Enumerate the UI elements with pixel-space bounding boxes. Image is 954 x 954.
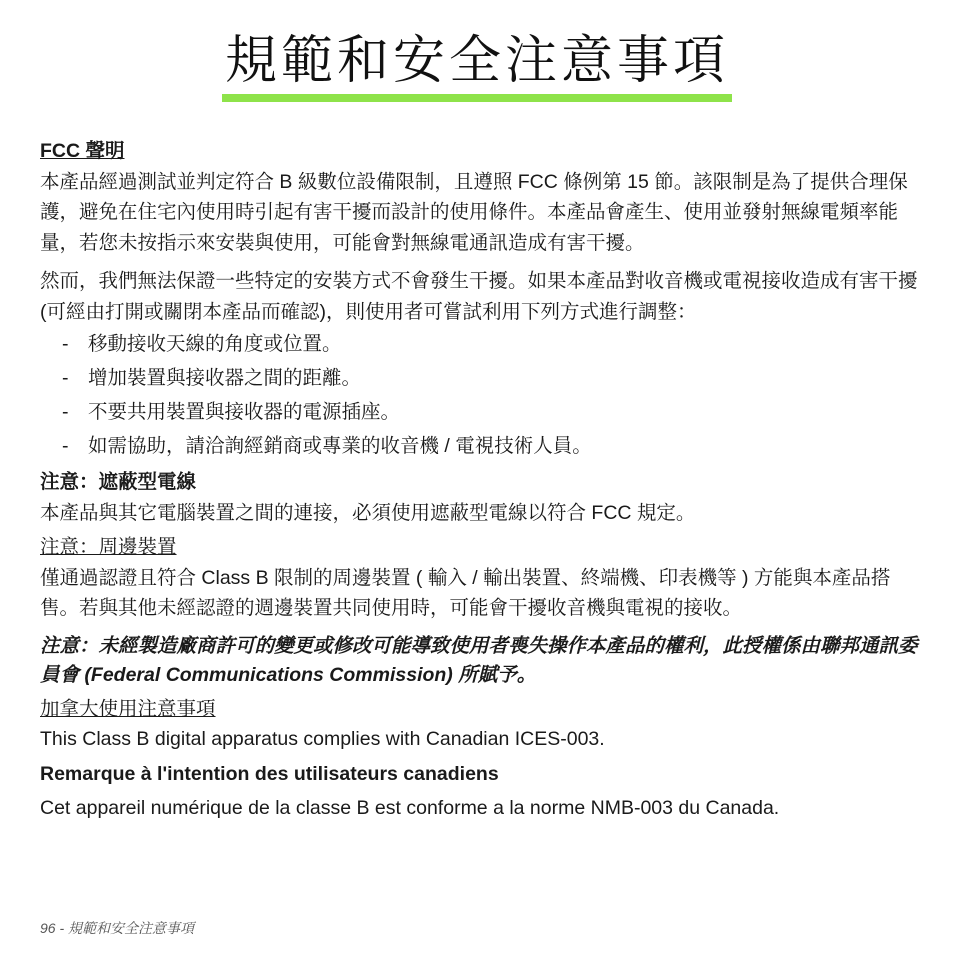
shielded-cable-text: 本產品與其它電腦裝置之間的連接，必須使用遮蔽型電線以符合 FCC 規定。 [40,501,696,524]
page-footer: 96 - 規範和安全注意事項 [40,920,195,936]
dash-bullet: - [62,367,69,389]
title-underline-bar [222,94,732,102]
list-item-text: 移動接收天線的角度或位置。 [88,333,342,355]
canada-text: This Class B digital apparatus complies with Canadian ICES-003. [40,728,605,750]
fcc-paragraph-2: 然而，我們無法保證一些特定的安裝方式不會發生干擾。如果本產品對收音機或電視接收造成有害干擾 (可經由打開或關閉本產品而確認)，則使用者可嘗試利用下列方式進行調整： [40,270,918,323]
list-item [40,361,918,395]
main-content [40,136,918,824]
fcc-paragraph-1: 本產品經過測試並判定符合 B 級數位設備限制，且遵照 FCC 條例第 15 節。該限制是為了提供合理保護，避免在住宅內使用時引起有害干擾而設計的使用條件。本產品會產生、使用並發射無線電頻率能量，若您未按指示來安裝與使用，可能會對無線電通訊造成有害干擾。 [40,170,908,254]
page-title: 規範和安全注意事項 [224,32,729,90]
fcc-heading: FCC 聲明 [40,140,125,162]
dash-bullet: - [62,435,69,457]
list-item-text: 如需協助，請洽詢經銷商或專業的收音機 / 電視技術人員。 [88,435,592,457]
remarque-text: Cet appareil numérique de la classe B est conforme a la norme NMB-003 du Canada. [40,797,780,819]
list-item [40,429,918,463]
dash-bullet: - [62,401,69,423]
list-item [40,327,918,361]
list-item [40,395,918,429]
list-item-text: 不要共用裝置與接收器的電源插座。 [88,401,401,423]
shielded-cable-heading: 注意：遮蔽型電線 [40,471,197,493]
fcc-remedy-list [40,327,918,463]
dash-bullet: - [62,333,69,355]
modification-warning: 注意：未經製造廠商許可的變更或修改可能導致使用者喪失操作本產品的權利，此授權係由聯邦通訊委員會 (Federal Communications Commission) 所賦予。 [40,634,918,686]
remarque-heading: Remarque à l'intention des utilisateurs canadiens [40,762,499,785]
canada-heading: 加拿大使用注意事項 [40,697,216,720]
peripheral-heading: 注意：周邊裝置 [40,536,177,558]
list-item-text: 增加裝置與接收器之間的距離。 [88,367,362,389]
peripheral-text: 僅通過認證且符合 Class B 限制的周邊裝置 ( 輸入 / 輸出裝置、終端機、印表機等 ) 方能與本產品搭售。若與其他未經認證的週邊裝置共同使用時，可能會干擾收音機與電視的接收。 [40,566,891,619]
